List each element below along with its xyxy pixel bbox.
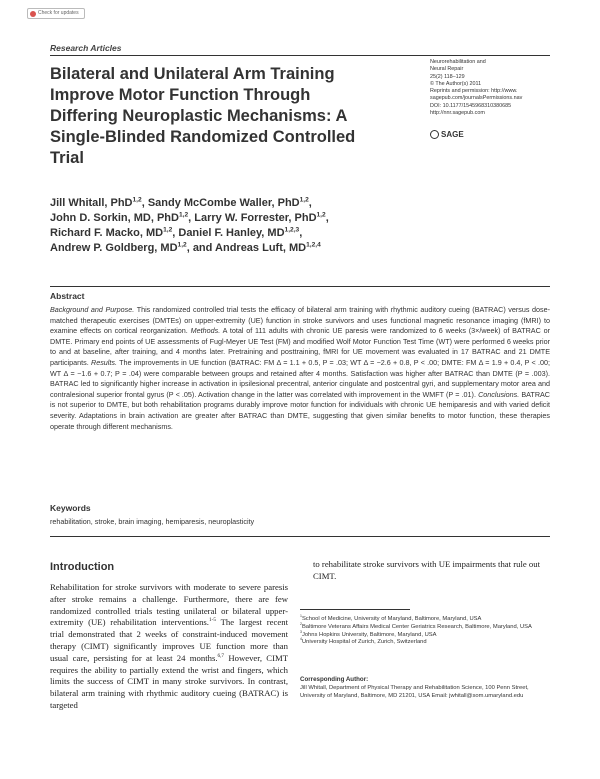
- affiliations: [300, 616, 552, 647]
- abstract-segment: A total of 111 adults with chronic UE paresis were randomized to 6 weeks (3×/week) of BATRAC or DMTE. Primary end points of UE assessments of Fugl-Meyer UE Test (FM) and modified Wolf Motor Function Test Time (WT) were performed 6 weeks prior to and at baseline, after training, and 4 months later. Pretraining and posttraining, fMRI for UE movement was evaluated in 17 BATRAC and 21 DMTE participants.: [50, 326, 550, 367]
- author-name: Sandy McCombe Waller, PhD: [147, 197, 300, 209]
- update-icon: [30, 11, 36, 17]
- author-affiliation-marker: 1,2: [299, 196, 309, 204]
- abstract-subheading: Results.: [91, 357, 117, 367]
- affiliation-item: [300, 621, 552, 632]
- author-name: Daniel F. Hanley, MD: [178, 227, 285, 239]
- author-separator: ,: [299, 227, 303, 239]
- abstract-rule: [50, 286, 550, 287]
- keywords-rule: [50, 536, 550, 537]
- corresponding-author-heading: Corresponding Author:: [300, 676, 369, 683]
- author-affiliation-marker: 1,2: [316, 211, 326, 219]
- journal-info-line: Reprints and permission: http://www.: [430, 88, 518, 95]
- author-affiliation-marker: 1,2,4: [306, 241, 321, 249]
- article-title: Bilateral and Unilateral Arm Training Improve Motor Function Through Differing Neuroplastic Mechanisms: A Single-Blinded Randomized Controlled Trial: [50, 65, 356, 167]
- author-separator: ,: [325, 212, 329, 224]
- journal-info-line: Neural Repair: [430, 66, 464, 73]
- journal-info-line: sagepub.com/journalsPermissions.nav: [430, 95, 523, 102]
- journal-info-line: © The Author(s) 2011: [430, 80, 482, 87]
- affiliation-number: 4: [300, 637, 302, 642]
- introduction-column-1: [50, 582, 288, 712]
- author-affiliation-marker: 1,2: [132, 196, 142, 204]
- affiliation-item: [300, 639, 552, 647]
- header-rule: [50, 55, 550, 56]
- badge-label: Check for updates: [38, 10, 79, 16]
- author-affiliation-marker: 1,2: [177, 241, 187, 249]
- abstract-segment: The improvements in UE function (BATRAC: FM Δ = 1.1 + 0.5, P = .03; WT Δ = −2.6 + 0.8, P < .00; DMTE: FM Δ = 1.9 + 0.4, P < .00; WT Δ = −1.6 + 0.7; P = .04) were comparable between groups and retained after 4 months. Satisfaction was higher after BATRAC than DMTE (P = .003). BATRAC led to significantly higher increase in activation in ipsilesional precentral, anterior cingulate and postcentral gyri, and supplementary motor area and contralesional superior frontal gyrus (P < .05). Activation change in the latter was correlated with improvement in the WMFT (P = .01).: [50, 357, 551, 399]
- keywords-heading: Keywords: [50, 503, 91, 513]
- keywords-text: rehabilitation, stroke, brain imaging, hemiparesis, neuroplasticity: [50, 517, 255, 526]
- author-separator: ,: [188, 212, 195, 224]
- abstract-subheading: Methods.: [190, 326, 221, 336]
- author-affiliation-marker: 1,2,3: [284, 226, 300, 234]
- author-separator: ,: [172, 227, 179, 239]
- affiliation-text: University Hospital of Zurich, Zurich, Switzerland: [301, 639, 427, 646]
- author-affiliation-marker: 1,2: [163, 226, 173, 234]
- introduction-column-2: to rehabilitate stroke survivors with UE impairments that rule out CIMT.: [313, 559, 541, 581]
- author-name: Larry W. Forrester, PhD: [194, 212, 317, 224]
- publisher-logo: [430, 130, 464, 139]
- journal-info-line: http://nnr.sagepub.com: [430, 110, 485, 117]
- corresponding-author-text: Jill Whitall, Department of Physical Therapy and Rehabilitation Science, 100 Penn Street, University of Maryland, Baltimore, MD 21201, USA Email: jwhitall@som.umaryland.edu: [300, 685, 529, 699]
- citation-marker: 1-5: [208, 617, 216, 624]
- author-name: Andrew P. Goldberg, MD: [50, 242, 178, 254]
- introduction-text: Rehabilitation for stroke survivors with moderate to severe paresis after stroke remains a challenge. Furthermore, there are few randomized controlled trials testing unilateral or bilateral upper-extremity (UE) rehabilitation interventions.: [50, 582, 288, 628]
- author-separator: ,: [308, 197, 312, 209]
- footnote-rule: [300, 609, 410, 610]
- author-separator: ,: [141, 197, 148, 209]
- citation-marker: 6,7: [217, 652, 225, 659]
- affiliation-number: 1: [300, 614, 302, 619]
- author-separator: , and: [186, 242, 216, 254]
- author-name: John D. Sorkin, MD, PhD: [50, 212, 179, 224]
- affiliation-text: School of Medicine, University of Maryland, Baltimore, Maryland, USA: [301, 616, 482, 622]
- introduction-text: The largest recent trial demonstrated that 2 weeks of constraint-induced movement therapy (CIMT) significantly improves UE function more than usual care, persisting for at least 24 months.: [50, 617, 288, 663]
- author-list: [50, 196, 430, 256]
- abstract-subheading: Background and Purpose.: [50, 305, 135, 314]
- affiliation-number: 3: [300, 629, 302, 634]
- affiliation-item: [300, 616, 552, 624]
- affiliation-text: Baltimore Veterans Affairs Medical Center Geriatrics Research, Baltimore, Maryland, USA: [301, 623, 532, 630]
- journal-info-line: DOI: 10.1177/1545968310380685: [430, 102, 512, 109]
- introduction-text: However, CIMT requires the ability to partially extend the wrist and fingers, which limits the success of CIMT in many stroke survivors. In contrast, bilateral arm training with rhythmic auditory cueing (BATRAC) is targeted: [50, 652, 288, 710]
- check-for-updates-badge[interactable]: [27, 8, 85, 19]
- author-name: Jill Whitall, PhD: [50, 197, 133, 209]
- sage-logo-icon: [430, 130, 439, 139]
- journal-info-line: 25(2) 118–129: [430, 73, 465, 80]
- author-name: Richard F. Macko, MD: [50, 227, 164, 239]
- affiliation-text: Johns Hopkins University, Baltimore, Maryland, USA: [301, 631, 437, 638]
- section-label: Research Articles: [50, 43, 122, 53]
- abstract-heading: Abstract: [50, 291, 85, 301]
- author-affiliation-marker: 1,2: [178, 211, 189, 219]
- author-name: Andreas Luft, MD: [215, 242, 307, 254]
- journal-info: [430, 59, 560, 117]
- abstract-segment: BATRAC is not superior to DMTE, but both rehabilitation programs durably improve motor function for individuals with chronic UE hemiparesis and with varied deficit severity. Adaptations in brain activation are greater after BATRAC than DMTE, suggesting that given similar benefits to motor function, these therapies operate through different mechanisms.: [50, 389, 550, 431]
- abstract-segment: This randomized controlled trial tests the efficacy of bilateral arm training with rhythmic auditory cueing (BATRAC) versus dose-matched therapeutic exercises (DMTEs) on upper-extremity (UE) function in stroke survivors and uses functional magnetic resonance imaging (fMRI) to examine effects on cortical reorganization.: [50, 305, 550, 336]
- introduction-heading: Introduction: [50, 561, 115, 573]
- journal-info-line: Neurorehabilitation and: [430, 59, 486, 65]
- abstract-subheading: Conclusions.: [478, 389, 520, 399]
- affiliation-number: 2: [300, 621, 302, 626]
- abstract-text: [50, 305, 550, 432]
- publisher-name: SAGE: [441, 130, 464, 139]
